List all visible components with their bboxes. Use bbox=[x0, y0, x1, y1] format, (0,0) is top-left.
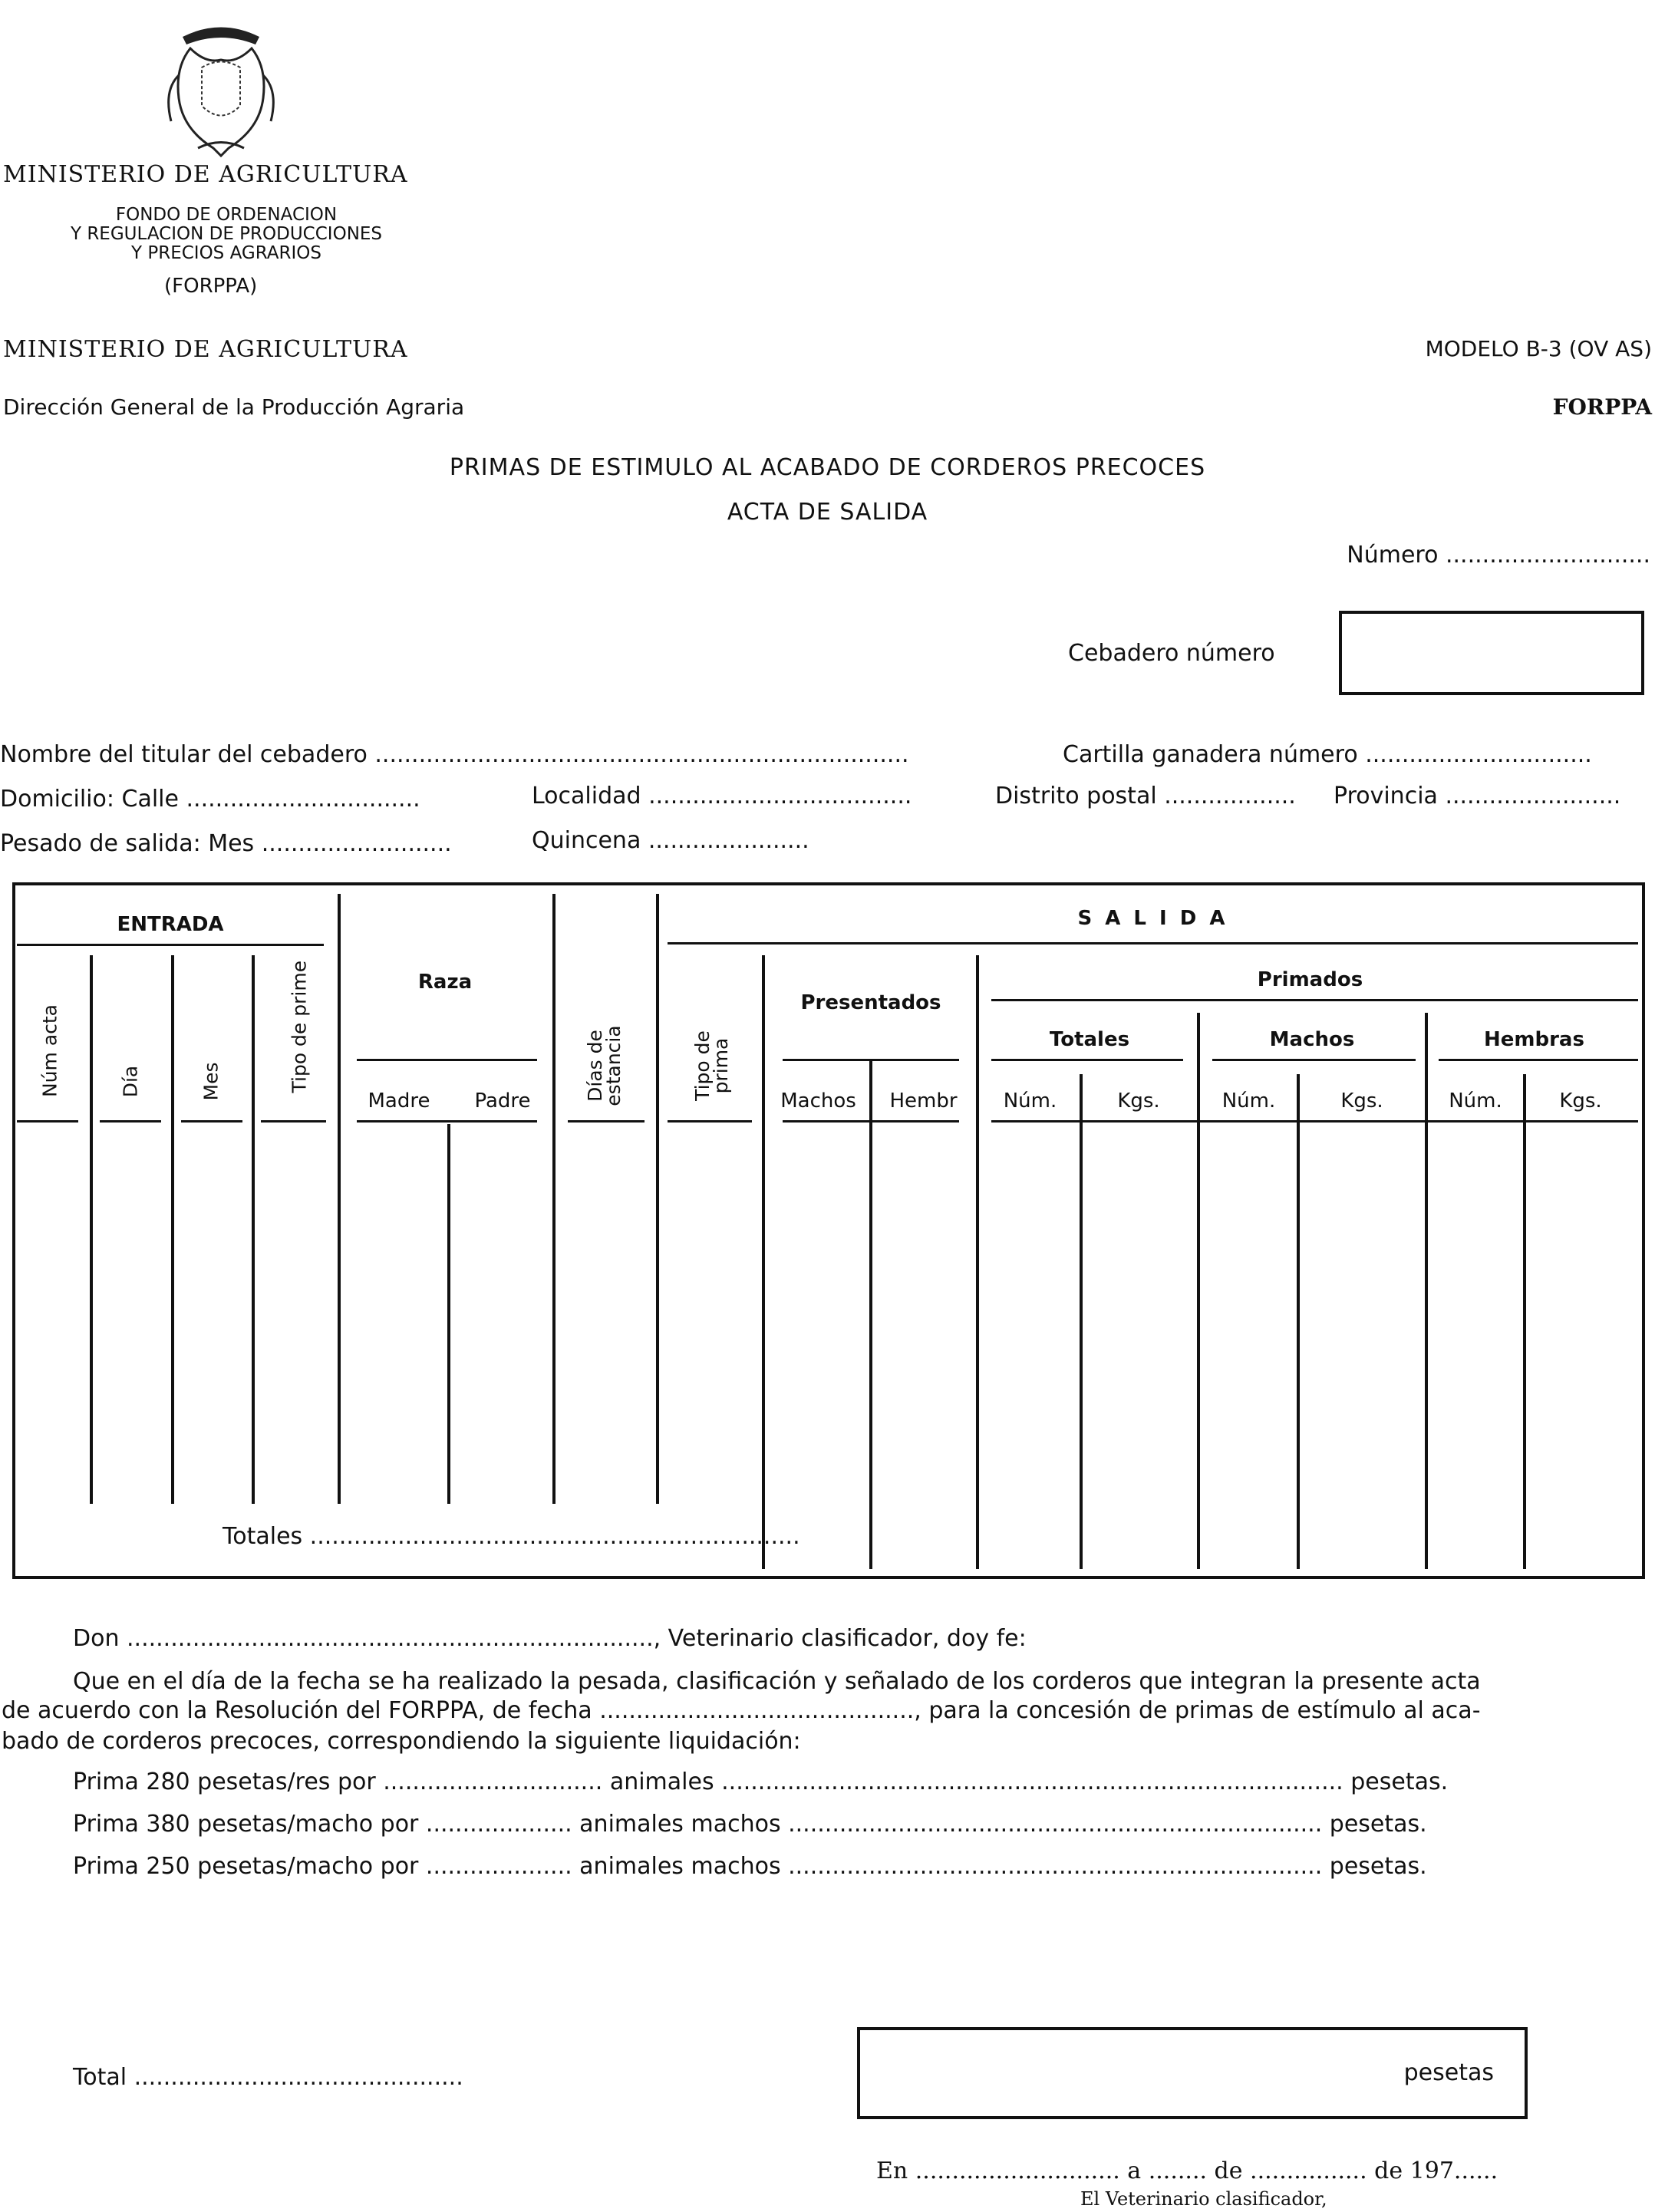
col-sep bbox=[976, 955, 979, 1569]
fondo-block bbox=[0, 206, 453, 263]
veterinario-signature-label: El Veterinario clasificador, bbox=[1080, 2188, 1327, 2210]
col-sep bbox=[1197, 1013, 1200, 1569]
tipo-prima-header: Tipo de prima bbox=[691, 1030, 732, 1101]
place-date-line[interactable]: En ............................ a ........ de ................ de 197...... bbox=[876, 2158, 1498, 2184]
modelo-code: MODELO B-3 (OV AS) bbox=[1425, 336, 1652, 361]
col-sep bbox=[1523, 1074, 1526, 1569]
col-sep bbox=[762, 955, 765, 1569]
pesetas-label: pesetas bbox=[1403, 2059, 1494, 2086]
dias-estancia-header: Días de estancia bbox=[584, 1025, 625, 1106]
salida-underline bbox=[668, 942, 1638, 944]
header-rule bbox=[261, 1120, 326, 1122]
paragraph-line-2: de acuerdo con la Resolución del FORPPA, de fecha ..........................................., para la concesión de primas de estímulo al aca- bbox=[2, 1697, 1481, 1724]
totales-row[interactable]: Totales ................................................................... bbox=[223, 1523, 800, 1550]
fondo-line-2: Y REGULACION DE PRODUCCIONES bbox=[70, 224, 383, 244]
localidad-field[interactable]: Localidad .................................... bbox=[532, 783, 912, 809]
numero-field[interactable]: Número ............................ bbox=[1347, 542, 1650, 569]
don-line[interactable]: Don ........................................................................, Veterinario clasificador, doy fe: bbox=[73, 1625, 1027, 1652]
col-sep bbox=[171, 955, 174, 1504]
header-rule bbox=[668, 1120, 752, 1122]
cebadero-label: Cebadero número bbox=[1068, 640, 1275, 667]
forppa-acronym: (FORPPA) bbox=[164, 275, 258, 298]
header-rule bbox=[568, 1120, 645, 1122]
dia-header: Día bbox=[119, 1065, 142, 1098]
machos-num-header: Núm. bbox=[1221, 1090, 1276, 1113]
col-sep bbox=[869, 1059, 872, 1569]
col-sep bbox=[447, 1124, 450, 1504]
tipo-prime-header: Tipo de prime bbox=[288, 960, 311, 1093]
paragraph-line-1: Que en el día de la fecha se ha realizado la pesada, clasificación y señalado de los corderos que integran la presente acta bbox=[73, 1668, 1481, 1695]
document-subtitle: ACTA DE SALIDA bbox=[727, 499, 928, 526]
header-rule bbox=[991, 1120, 1638, 1122]
direccion-general: Dirección General de la Producción Agraria bbox=[3, 394, 465, 420]
totales-rule bbox=[991, 1059, 1183, 1061]
provincia-field[interactable]: Provincia ........................ bbox=[1334, 783, 1621, 809]
hembras-rule bbox=[1439, 1059, 1638, 1061]
salida-header: S A L I D A bbox=[1077, 907, 1228, 930]
document-title: PRIMAS DE ESTIMULO AL ACABADO DE CORDEROS PRECOCES bbox=[449, 454, 1206, 481]
num-acta-header: Núm acta bbox=[38, 1004, 61, 1098]
col-sep bbox=[338, 894, 341, 1504]
total-field[interactable]: Total ............................................. bbox=[73, 2064, 463, 2091]
mes-header: Mes bbox=[199, 1062, 223, 1101]
pesado-mes-field[interactable]: Pesado de salida: Mes .......................... bbox=[0, 830, 452, 857]
hembras-group-header: Hembras bbox=[1484, 1028, 1584, 1051]
pres-hembr-header: Hembr bbox=[889, 1090, 958, 1113]
col-sep bbox=[252, 955, 255, 1504]
totales-group-header: Totales bbox=[1049, 1028, 1130, 1051]
col-sep bbox=[1297, 1074, 1300, 1569]
primados-rule bbox=[991, 999, 1638, 1001]
fondo-line-3: Y PRECIOS AGRARIOS bbox=[130, 243, 321, 263]
prima-380-line[interactable]: Prima 380 pesetas/macho por .................... animales machos ......................................................................... pesetas. bbox=[73, 1811, 1427, 1838]
distrito-field[interactable]: Distrito postal .................. bbox=[995, 783, 1296, 809]
header-rule bbox=[357, 1120, 537, 1122]
cartilla-field[interactable]: Cartilla ganadera número ............................... bbox=[1063, 741, 1592, 768]
entrada-underline bbox=[17, 944, 324, 946]
presentados-header: Presentados bbox=[800, 991, 941, 1014]
col-sep bbox=[90, 955, 93, 1504]
fondo-line-1: FONDO DE ORDENACION bbox=[115, 205, 338, 225]
raza-header: Raza bbox=[417, 971, 473, 994]
nombre-titular-field[interactable]: Nombre del titular del cebadero ......................................................................... bbox=[0, 741, 909, 768]
domicilio-field[interactable]: Domicilio: Calle ................................ bbox=[0, 786, 420, 813]
presentados-rule bbox=[783, 1059, 959, 1061]
header-rule bbox=[783, 1120, 959, 1122]
machos-group-header: Machos bbox=[1269, 1028, 1355, 1051]
col-sep bbox=[1080, 1074, 1083, 1569]
col-sep bbox=[1425, 1013, 1428, 1569]
primados-header: Primados bbox=[1257, 968, 1363, 991]
entrada-header: ENTRADA bbox=[117, 913, 224, 936]
col-sep bbox=[656, 894, 659, 1504]
hembras-kgs-header: Kgs. bbox=[1559, 1090, 1602, 1113]
totales-kgs-header: Kgs. bbox=[1117, 1090, 1160, 1113]
ministry-heading-1: MINISTERIO DE AGRICULTURA bbox=[3, 161, 408, 188]
prima-250-line[interactable]: Prima 250 pesetas/macho por .................... animales machos ......................................................................... pesetas. bbox=[73, 1853, 1427, 1880]
coat-of-arms-emblem bbox=[160, 21, 282, 160]
header-rule bbox=[17, 1120, 78, 1122]
total-pesetas-box[interactable] bbox=[857, 2027, 1528, 2119]
cebadero-number-box[interactable] bbox=[1339, 611, 1644, 695]
raza-rule bbox=[357, 1059, 537, 1061]
col-sep bbox=[552, 894, 556, 1504]
machos-rule bbox=[1212, 1059, 1416, 1061]
ministry-heading-2: MINISTERIO DE AGRICULTURA bbox=[3, 336, 408, 363]
machos-kgs-header: Kgs. bbox=[1340, 1090, 1383, 1113]
totales-num-header: Núm. bbox=[1003, 1090, 1057, 1113]
hembras-num-header: Núm. bbox=[1449, 1090, 1502, 1113]
pres-machos-header: Machos bbox=[780, 1090, 856, 1113]
quincena-field[interactable]: Quincena ...................... bbox=[532, 827, 809, 854]
madre-header: Madre bbox=[368, 1090, 430, 1113]
forppa-label: FORPPA bbox=[1552, 394, 1652, 420]
prima-280-line[interactable]: Prima 280 pesetas/res por .............................. animales ..................................................................................... pesetas. bbox=[73, 1769, 1449, 1795]
padre-header: Padre bbox=[474, 1090, 531, 1113]
paragraph-line-3: bado de corderos precoces, correspondiendo la siguiente liquidación: bbox=[2, 1728, 801, 1755]
